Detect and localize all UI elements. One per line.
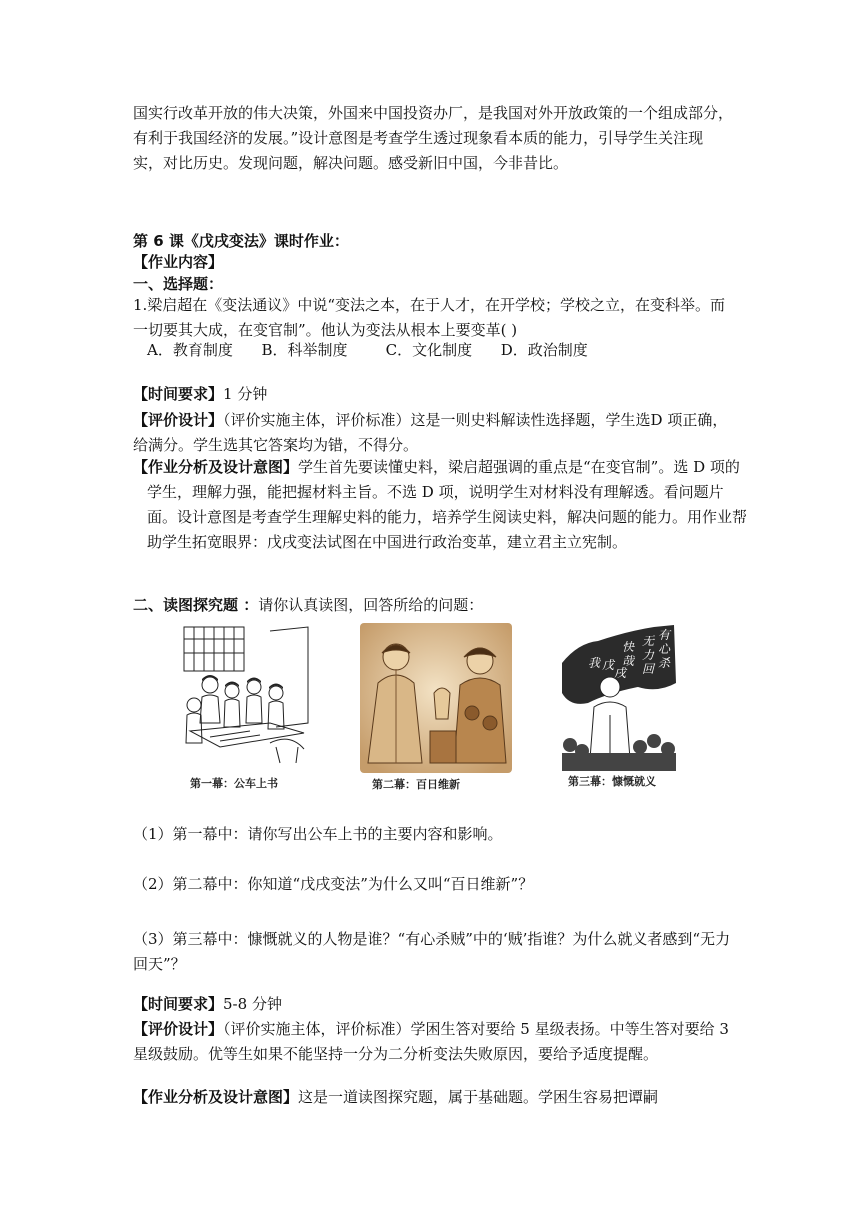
svg-text:杀: 杀 <box>658 656 671 670</box>
analysis-label: 【作业分析及设计意图】 <box>133 458 299 476</box>
section2-heading <box>133 593 733 618</box>
time-label: 【时间要求】 <box>133 995 224 1013</box>
intro-paragraph: 国实行改革开放的伟大决策，外国来中国投资办厂，是我国对外开放政策的一个组成部分，有利于我国经济的发展。”设计意图是考查学生透过现象看本质的能力，引导学生关注现实，对比历史。发现问题，解决问题。感受新旧中国，今非昔比。 <box>133 104 734 172</box>
time-label: 【时间要求】 <box>133 385 224 403</box>
evaluation-design-2 <box>133 1017 733 1067</box>
time-value: 1 分钟 <box>223 385 268 403</box>
time-requirement-2 <box>133 992 733 1017</box>
evaluation-label: 【评价设计】 <box>133 411 224 429</box>
time-value: 5-8 分钟 <box>223 995 282 1013</box>
svg-text:有: 有 <box>658 628 671 642</box>
figure-kangkai-jiuyi <box>558 623 680 788</box>
analysis-1 <box>133 455 747 555</box>
svg-text:心: 心 <box>658 642 671 656</box>
analysis-label: 【作业分析及设计意图】 <box>133 1088 299 1106</box>
figure-2-illustration <box>360 623 512 773</box>
section2-intro: 请你认真读图，回答所给的问题： <box>258 596 484 614</box>
svg-text:力: 力 <box>642 648 655 662</box>
figure-gongche-shangshu <box>180 623 312 790</box>
section1-title: 一、选择题： <box>133 275 224 293</box>
figure-2-caption: 第二幕：百日维新 <box>372 778 460 791</box>
analysis-text: 学生首先要读懂史料，梁启超强调的重点是“在变官制”。选 D 项的学生，理解力强，能把握材料主旨。不选 D 项，说明学生对材料没有理解透。看问题片面。设计意图是考查学生理解史料的能力，培养学生阅读史料，解决问题的能力。用作业帮助学生拓宽眼界：戊戌变法试图在中国进行政治变革，建立君主立宪制。 <box>147 458 748 551</box>
svg-text:戊: 戊 <box>602 658 615 672</box>
svg-text:戌: 戌 <box>614 666 627 680</box>
question-1: 1.梁启超在《变法通议》中说“变法之本，在于人才，在开学校；学校之立，在变科举。而一切要其大成，在变官制”。他认为变法从根本上要变革( ) <box>133 296 725 339</box>
section2-title: 二、读图探究题 ： <box>133 596 259 614</box>
evaluation-text: （评价实施主体，评价标准）这是一则史料解读性选择题，学生选D 项正确，给满分。学生选其它答案均为错，不得分。 <box>133 411 728 454</box>
svg-text:无: 无 <box>642 634 655 648</box>
svg-text:哉: 哉 <box>622 654 635 668</box>
svg-text:我: 我 <box>588 656 601 670</box>
evaluation-design-1 <box>133 408 733 458</box>
time-requirement-1 <box>133 382 733 407</box>
content-heading: 【作业内容】 <box>133 253 224 271</box>
figure-1-illustration <box>180 623 312 771</box>
sub-question-3: （3）第三幕中：慷慨就义的人物是谁？“有心杀贼”中的‘贼’指谁？为什么就义者感到“无力回天”？ <box>133 930 731 973</box>
svg-text:回: 回 <box>642 662 655 676</box>
illustration-strip <box>180 623 680 795</box>
sub-question-2: （2）第二幕中：你知道“戊戌变法”为什么又叫“百日维新”？ <box>133 875 534 893</box>
figure-1-caption: 第一幕：公车上书 <box>190 777 278 790</box>
evaluation-label: 【评价设计】 <box>133 1020 224 1038</box>
lesson-title: 第 6 课《戊戌变法》课时作业： <box>133 232 349 250</box>
question-1-options: A．教育制度 B．科举制度 C．文化制度 D．政治制度 <box>147 341 588 359</box>
sub-question-1: （1）第一幕中：请你写出公车上书的主要内容和影响。 <box>133 825 503 843</box>
analysis-2 <box>133 1085 733 1110</box>
figure-3-caption: 第三幕：慷慨就义 <box>568 775 656 788</box>
figure-bairi-weixin <box>360 623 512 791</box>
analysis-text: 这是一道读图探究题，属于基础题。学困生容易把谭嗣 <box>298 1088 659 1106</box>
figure-3-illustration <box>558 623 680 771</box>
evaluation-text: （评价实施主体，评价标准）学困生答对要给 5 星级表扬。中等生答对要给 3 星级鼓励。优等生如果不能坚持一分为二分析变法失败原因，要给予适度提醒。 <box>133 1020 729 1063</box>
svg-text:快: 快 <box>622 640 635 654</box>
